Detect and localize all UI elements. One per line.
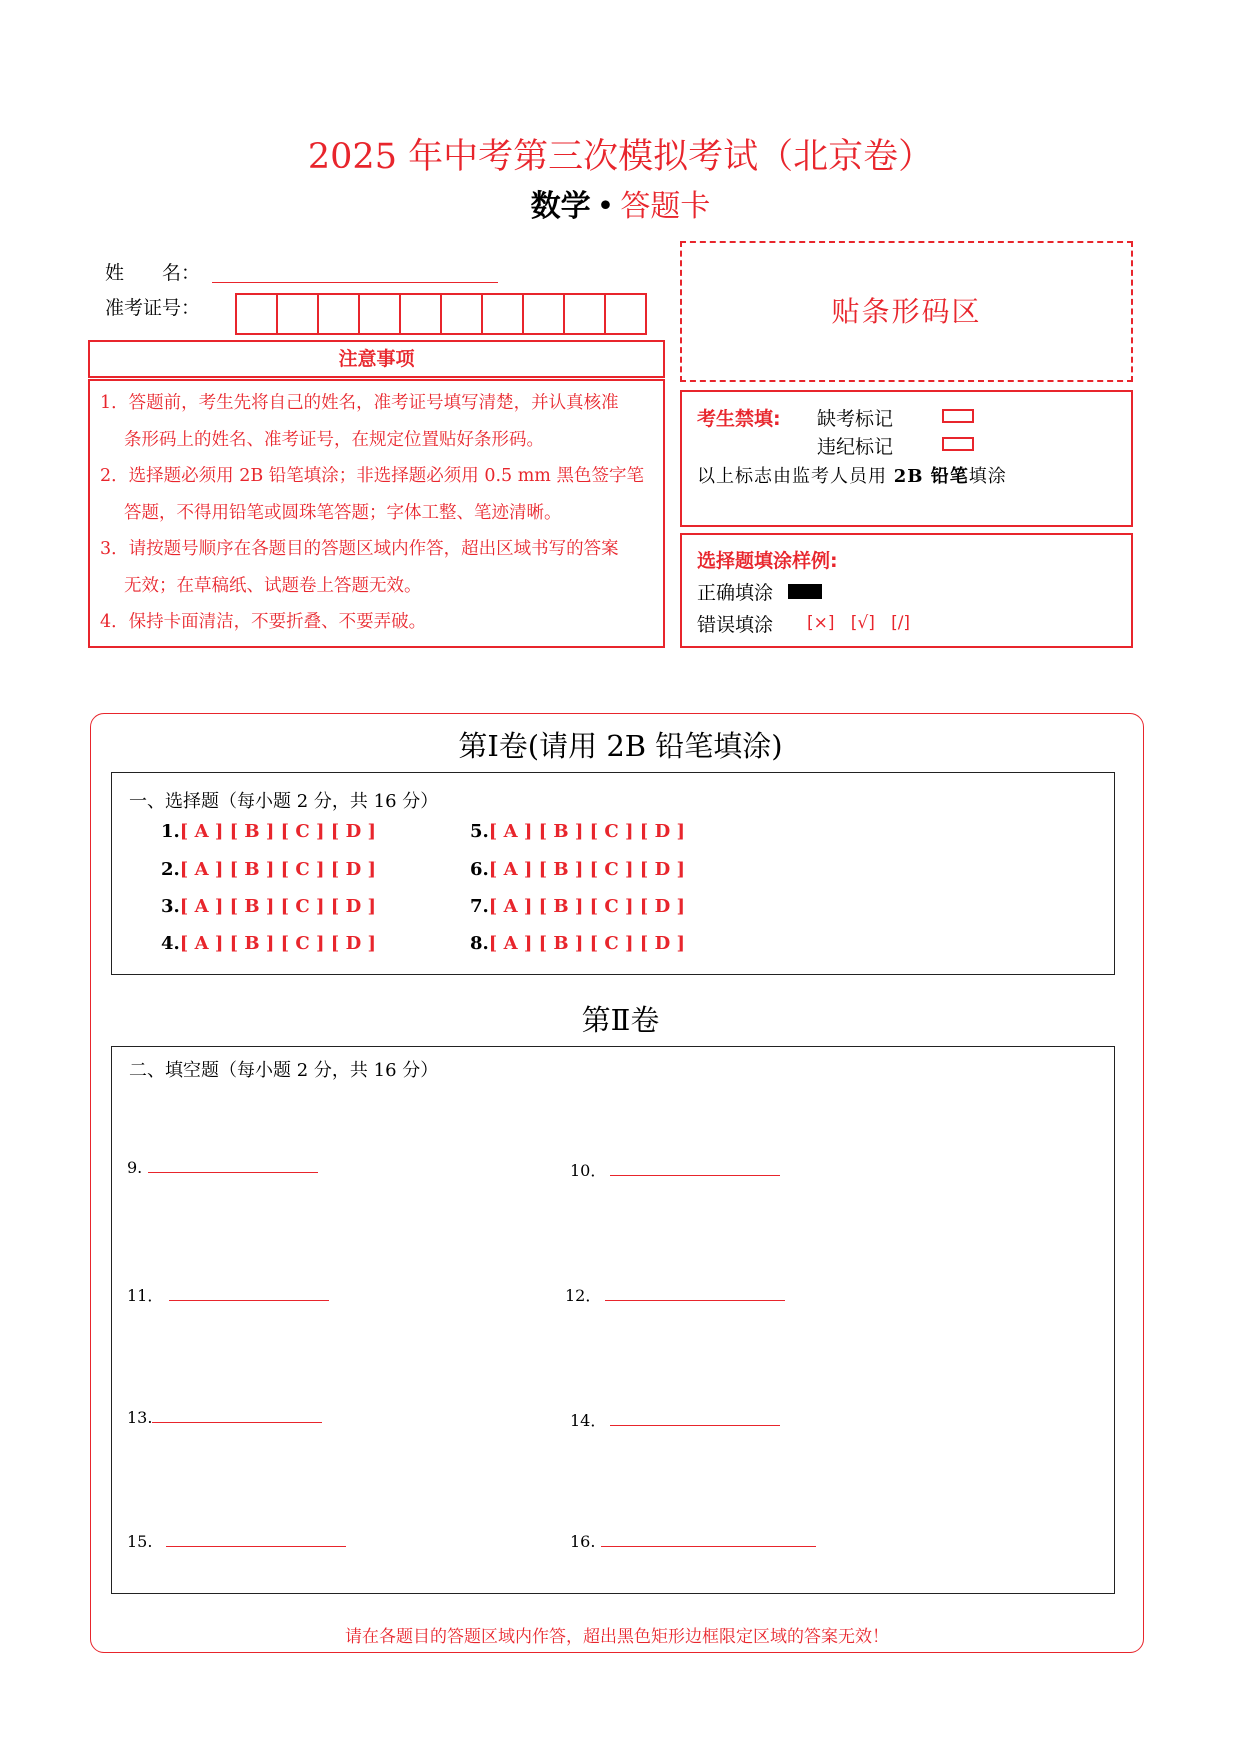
question-number: 16. — [570, 1532, 596, 1551]
wrong-mark-slash: [/] — [891, 613, 911, 633]
question-number: 1. — [161, 821, 180, 842]
answer-line[interactable] — [605, 1287, 785, 1301]
id-digit-box[interactable] — [606, 295, 647, 333]
answer-options[interactable]: [ A ] [ B ] [ C ] [ D ] — [488, 821, 685, 842]
fill-question-10 — [570, 1158, 780, 1181]
choice-section-box — [111, 772, 1115, 975]
wrong-marks — [807, 613, 910, 633]
fill-question-12 — [565, 1283, 785, 1306]
notice-item-3-cont: 无效；在草稿纸、试题卷上答题无效。 — [124, 575, 422, 596]
part2-title: 第Ⅱ卷 — [581, 1003, 660, 1037]
id-digit-box[interactable] — [483, 295, 524, 333]
id-digit-box[interactable] — [319, 295, 360, 333]
fill-question-15 — [127, 1532, 346, 1551]
id-digit-box[interactable] — [360, 295, 401, 333]
fill-example-box — [680, 533, 1133, 648]
question-number: 11． — [127, 1286, 164, 1305]
notice-item-3: 3．请按题号顺序在各题目的答题区域内作答，超出区域书写的答案 — [100, 539, 619, 559]
question-number: 2. — [161, 859, 180, 880]
answer-options[interactable]: [ A ] [ B ] [ C ] [ D ] — [488, 933, 685, 954]
fill-question-16 — [570, 1532, 816, 1551]
subject-label: 数学 — [530, 189, 591, 224]
fill-section-heading: 二、填空题（每小题 2 分，共 16 分） — [129, 1060, 439, 1081]
proctor-note — [697, 462, 1007, 488]
question-number: 15. — [127, 1532, 153, 1551]
question-number: 6. — [470, 859, 489, 880]
choice-question-row[interactable] — [470, 933, 685, 954]
fill-question-11 — [127, 1283, 329, 1306]
filled-bubble-sample — [788, 584, 822, 599]
fill-question-9 — [127, 1158, 318, 1177]
choice-question-row[interactable] — [161, 821, 376, 842]
id-digit-box[interactable] — [442, 295, 483, 333]
fill-example-heading: 选择题填涂样例: — [697, 550, 838, 572]
question-number: 7. — [470, 896, 489, 917]
card-subtitle — [0, 189, 1241, 224]
proctor-box — [680, 390, 1133, 527]
answer-options[interactable]: [ A ] [ B ] [ C ] [ D ] — [179, 933, 376, 954]
choice-question-row[interactable] — [470, 859, 685, 880]
question-number: 5. — [470, 821, 489, 842]
choice-question-row[interactable] — [161, 859, 376, 880]
question-number: 8. — [470, 933, 489, 954]
id-digit-box[interactable] — [401, 295, 442, 333]
wrong-mark-cross: [×] — [807, 613, 835, 633]
answer-line[interactable] — [610, 1412, 780, 1426]
wrong-mark-check: [√] — [850, 613, 875, 633]
absent-mark-box[interactable] — [942, 409, 974, 423]
answer-line[interactable] — [169, 1287, 329, 1301]
notice-item-2: 2．选择题必须用 2B 铅笔填涂；非选择题必须用 0.5 mm 黑色签字笔 — [100, 466, 644, 486]
wrong-fill-label: 错误填涂 — [697, 614, 774, 636]
name-field[interactable] — [212, 281, 498, 283]
fill-question-13 — [127, 1408, 322, 1427]
violation-label: 违纪标记 — [817, 436, 894, 458]
question-number: 14． — [570, 1411, 607, 1430]
question-number: 12． — [565, 1286, 602, 1305]
choice-question-row[interactable] — [470, 821, 685, 842]
answer-options[interactable]: [ A ] [ B ] [ C ] [ D ] — [179, 859, 376, 880]
part1-title: 第Ⅰ卷(请用 2B 铅笔填涂) — [458, 729, 783, 763]
question-number: 13. — [127, 1408, 153, 1427]
choice-question-row[interactable] — [161, 896, 376, 917]
notice-item-1: 1．答题前，考生先将自己的姓名，准考证号填写清楚，并认真核准 — [100, 393, 619, 413]
notice-box — [88, 379, 665, 648]
choice-question-row[interactable] — [470, 896, 685, 917]
answer-line[interactable] — [610, 1162, 780, 1176]
answer-line[interactable] — [152, 1409, 322, 1423]
footer-note: 请在各题目的答题区域内作答，超出黑色矩形边框限定区域的答案无效！ — [345, 1627, 889, 1647]
id-digit-box[interactable] — [524, 295, 565, 333]
question-number: 3. — [161, 896, 180, 917]
notice-item-2-cont: 答题，不得用铅笔或圆珠笔答题；字体工整、笔迹清晰。 — [124, 502, 562, 523]
notice-header-box — [88, 340, 665, 378]
notice-heading: 注意事项 — [338, 348, 415, 370]
choice-section-heading: 一、选择题（每小题 2 分，共 16 分） — [129, 791, 439, 812]
proctor-note-suffix: 填涂 — [968, 466, 1007, 487]
correct-fill-label: 正确填涂 — [697, 582, 774, 604]
proctor-note-prefix: 以上标志由监考人员用 — [697, 466, 894, 487]
absent-label: 缺考标记 — [817, 408, 894, 430]
choice-question-row[interactable] — [161, 933, 376, 954]
fill-section-box — [111, 1046, 1115, 1594]
answer-options[interactable]: [ A ] [ B ] [ C ] [ D ] — [488, 859, 685, 880]
answer-line[interactable] — [166, 1533, 346, 1547]
answer-line[interactable] — [601, 1533, 816, 1547]
violation-mark-box[interactable] — [942, 437, 974, 451]
answer-options[interactable]: [ A ] [ B ] [ C ] [ D ] — [179, 896, 376, 917]
question-number: 4. — [161, 933, 180, 954]
id-digit-box[interactable] — [278, 295, 319, 333]
barcode-label: 贴条形码区 — [831, 295, 982, 328]
answer-line[interactable] — [148, 1159, 318, 1173]
notice-item-1-cont: 条形码上的姓名、准考证号，在规定位置贴好条形码。 — [124, 429, 544, 450]
answer-options[interactable]: [ A ] [ B ] [ C ] [ D ] — [488, 896, 685, 917]
barcode-area — [680, 241, 1133, 382]
question-number: 9. — [127, 1158, 143, 1177]
card-title: 2025 年中考第三次模拟考试（北京卷） — [307, 137, 934, 177]
exam-id-boxes[interactable] — [235, 293, 647, 335]
id-digit-box[interactable] — [565, 295, 606, 333]
fill-question-14 — [570, 1408, 780, 1431]
answer-options[interactable]: [ A ] [ B ] [ C ] [ D ] — [179, 821, 376, 842]
proctor-heading: 考生禁填: — [697, 408, 781, 430]
name-label: 姓 名： — [105, 262, 201, 284]
separator-dot: • — [596, 189, 615, 224]
exam-id-label: 准考证号： — [105, 297, 201, 319]
proctor-note-bold: 2B 铅笔 — [893, 466, 969, 487]
notice-item-4: 4．保持卡面清洁，不要折叠、不要弄破。 — [100, 612, 427, 632]
question-number: 10． — [570, 1161, 607, 1180]
id-digit-box[interactable] — [237, 295, 278, 333]
answer-card-label: 答题卡 — [620, 189, 711, 224]
